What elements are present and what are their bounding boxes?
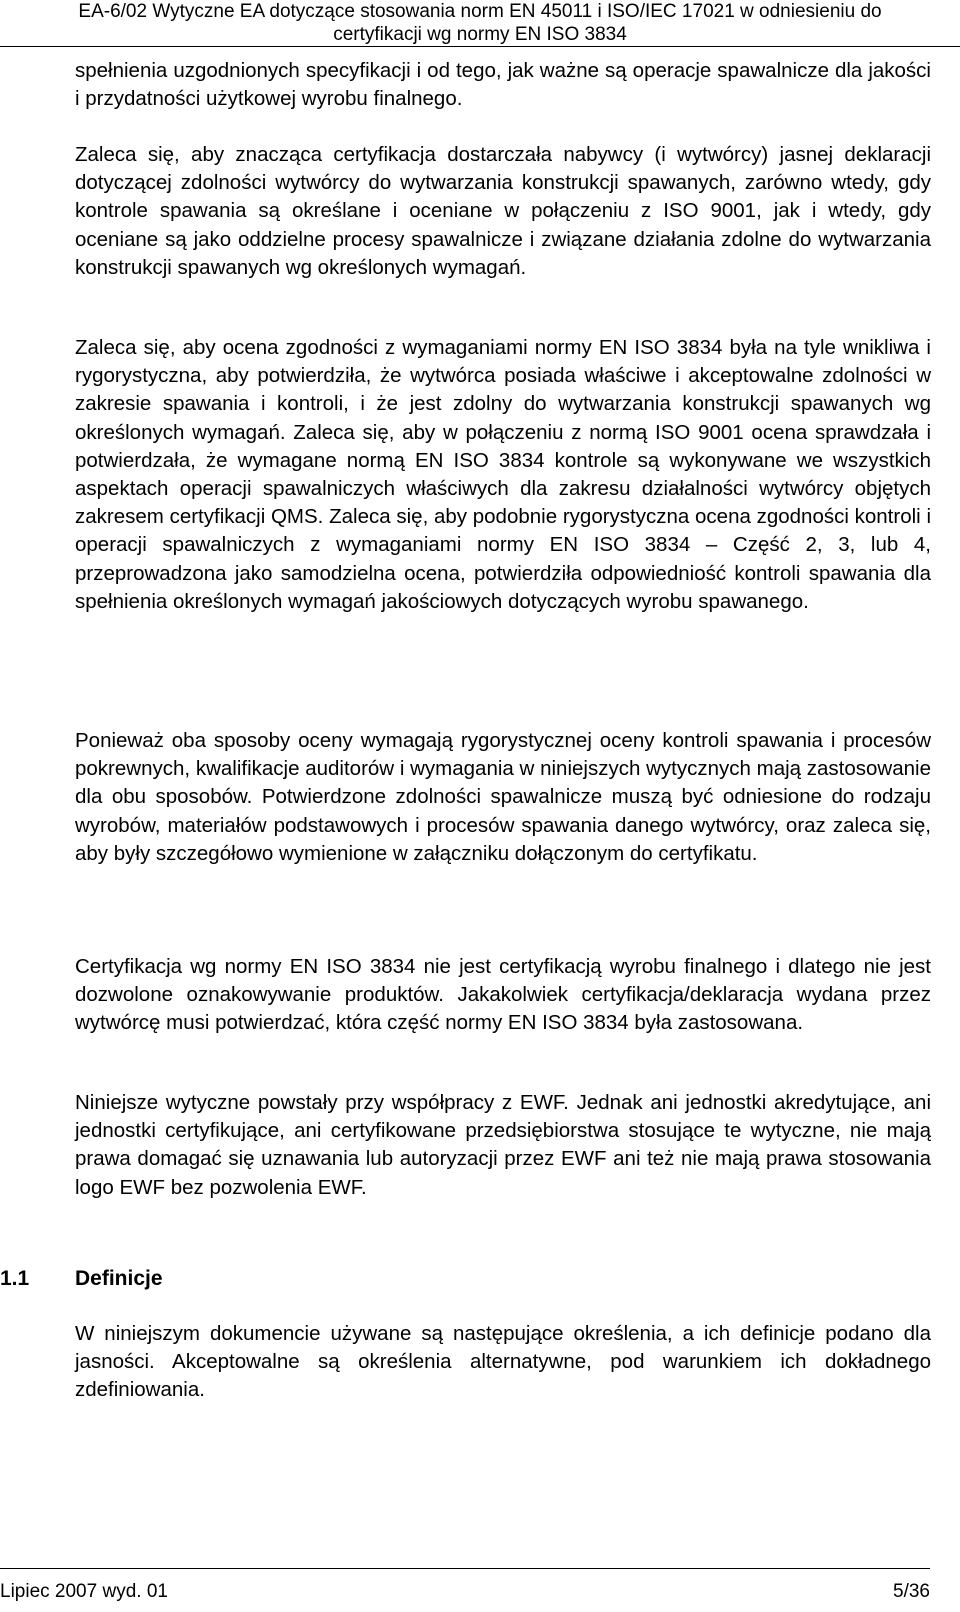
page-number: 5/36 — [893, 1581, 930, 1602]
section-title: Definicje — [75, 1267, 163, 1290]
header-title-line-1: EA-6/02 Wytyczne EA dotyczące stosowania norm EN 45011 i ISO/IEC 17021 w odniesieniu do — [78, 1, 882, 22]
page-header — [0, 0, 960, 47]
paragraph-3: Zaleca się, aby ocena zgodności z wymaganiami normy EN ISO 3834 była na tyle wnikliwa i rygorystyczna, aby potwierdziła, że wytwórca posiada właściwe i akceptowalne zdolności w zakresie spawania i kontroli, i że jest zdolny do wytwarzania konstrukcji spawanych wg określonych wymagań. Zaleca się, aby w połączeniu z normą ISO 9001 ocena sprawdzała i potwierdzała, że wymagane normą EN ISO 3834 kontrole są wykonywane we wszystkich aspektach operacji spawalniczych właściwych dla zakresu działalności wytwórcy objętych zakresem certyfikacji QMS. Zaleca się, aby podobnie rygorystyczna ocena zgodności kontroli i operacji spawalniczych z wymaganiami normy EN ISO 3834 – Część 2, 3, lub 4, przeprowadzona jako samodzielna ocena, potwierdziła odpowiedniość kontroli spawania dla spełnienia określonych wymagań jakościowych dotyczących wyrobu spawanego. — [75, 336, 931, 613]
page-footer — [0, 1568, 930, 1602]
header-title-line-2: certyfikacji wg normy EN ISO 3834 — [333, 24, 627, 45]
paragraph-1: spełnienia uzgodnionych specyfikacji i od tego, jak ważne są operacje spawalnicze dla jakości i przydatności użytkowej wyrobu finalnego. — [75, 59, 931, 111]
paragraph-2: Zaleca się, aby znacząca certyfikacja dostarczała nabywcy (i wytwórcy) jasnej deklaracji dotyczącej zdolności wytwórcy do wytwarzania konstrukcji spawanych, zarówno wtedy, gdy kontrole spawania są określane i oceniane w połączeniu z ISO 9001, jak i wtedy, gdy oceniane są jako oddzielne procesy spawalnicze i związane działania zdolne do wytwarzania konstrukcji spawanych wg określonych wymagań. — [75, 143, 931, 279]
section-number: 1.1 — [0, 1267, 30, 1290]
footer-date: Lipiec 2007 wyd. 01 — [0, 1581, 168, 1602]
paragraph-5: Certyfikacja wg normy EN ISO 3834 nie jest certyfikacją wyrobu finalnego i dlatego nie jest dozwolone oznakowywanie produktów. Jakakolwiek certyfikacja/deklaracja wydana przez wytwórcę musi potwierdzać, która część normy EN ISO 3834 była zastosowana. — [75, 955, 931, 1035]
paragraph-4: Ponieważ oba sposoby oceny wymagają rygorystycznej oceny kontroli spawania i procesów pokrewnych, kwalifikacje auditorów i wymagania w niniejszych wytycznych mają zastosowanie dla obu sposobów. Potwierdzone zdolności spawalnicze muszą być odniesione do rodzaju wyrobów, materiałów podstawowych i procesów spawania danego wytwórcy, oraz zaleca się, aby były szczegółowo wymienione w załączniku dołączonym do certyfikatu. — [75, 729, 931, 865]
paragraph-6: Niniejsze wytyczne powstały przy współpracy z EWF. Jednak ani jednostki akredytujące, ani jednostki certyfikujące, ani certyfikowane przedsiębiorstwa stosujące te wytyczne, nie mają prawa domagać się uznawania lub autoryzacji przez EWF ani też nie mają prawa stosowania logo EWF bez pozwolenia EWF. — [75, 1091, 931, 1199]
section-paragraph: W niniejszym dokumencie używane są następujące określenia, a ich definicje podano dla jasności. Akceptowalne są określenia alternatywne, pod warunkiem ich dokładnego zdefiniowania. — [75, 1322, 931, 1402]
